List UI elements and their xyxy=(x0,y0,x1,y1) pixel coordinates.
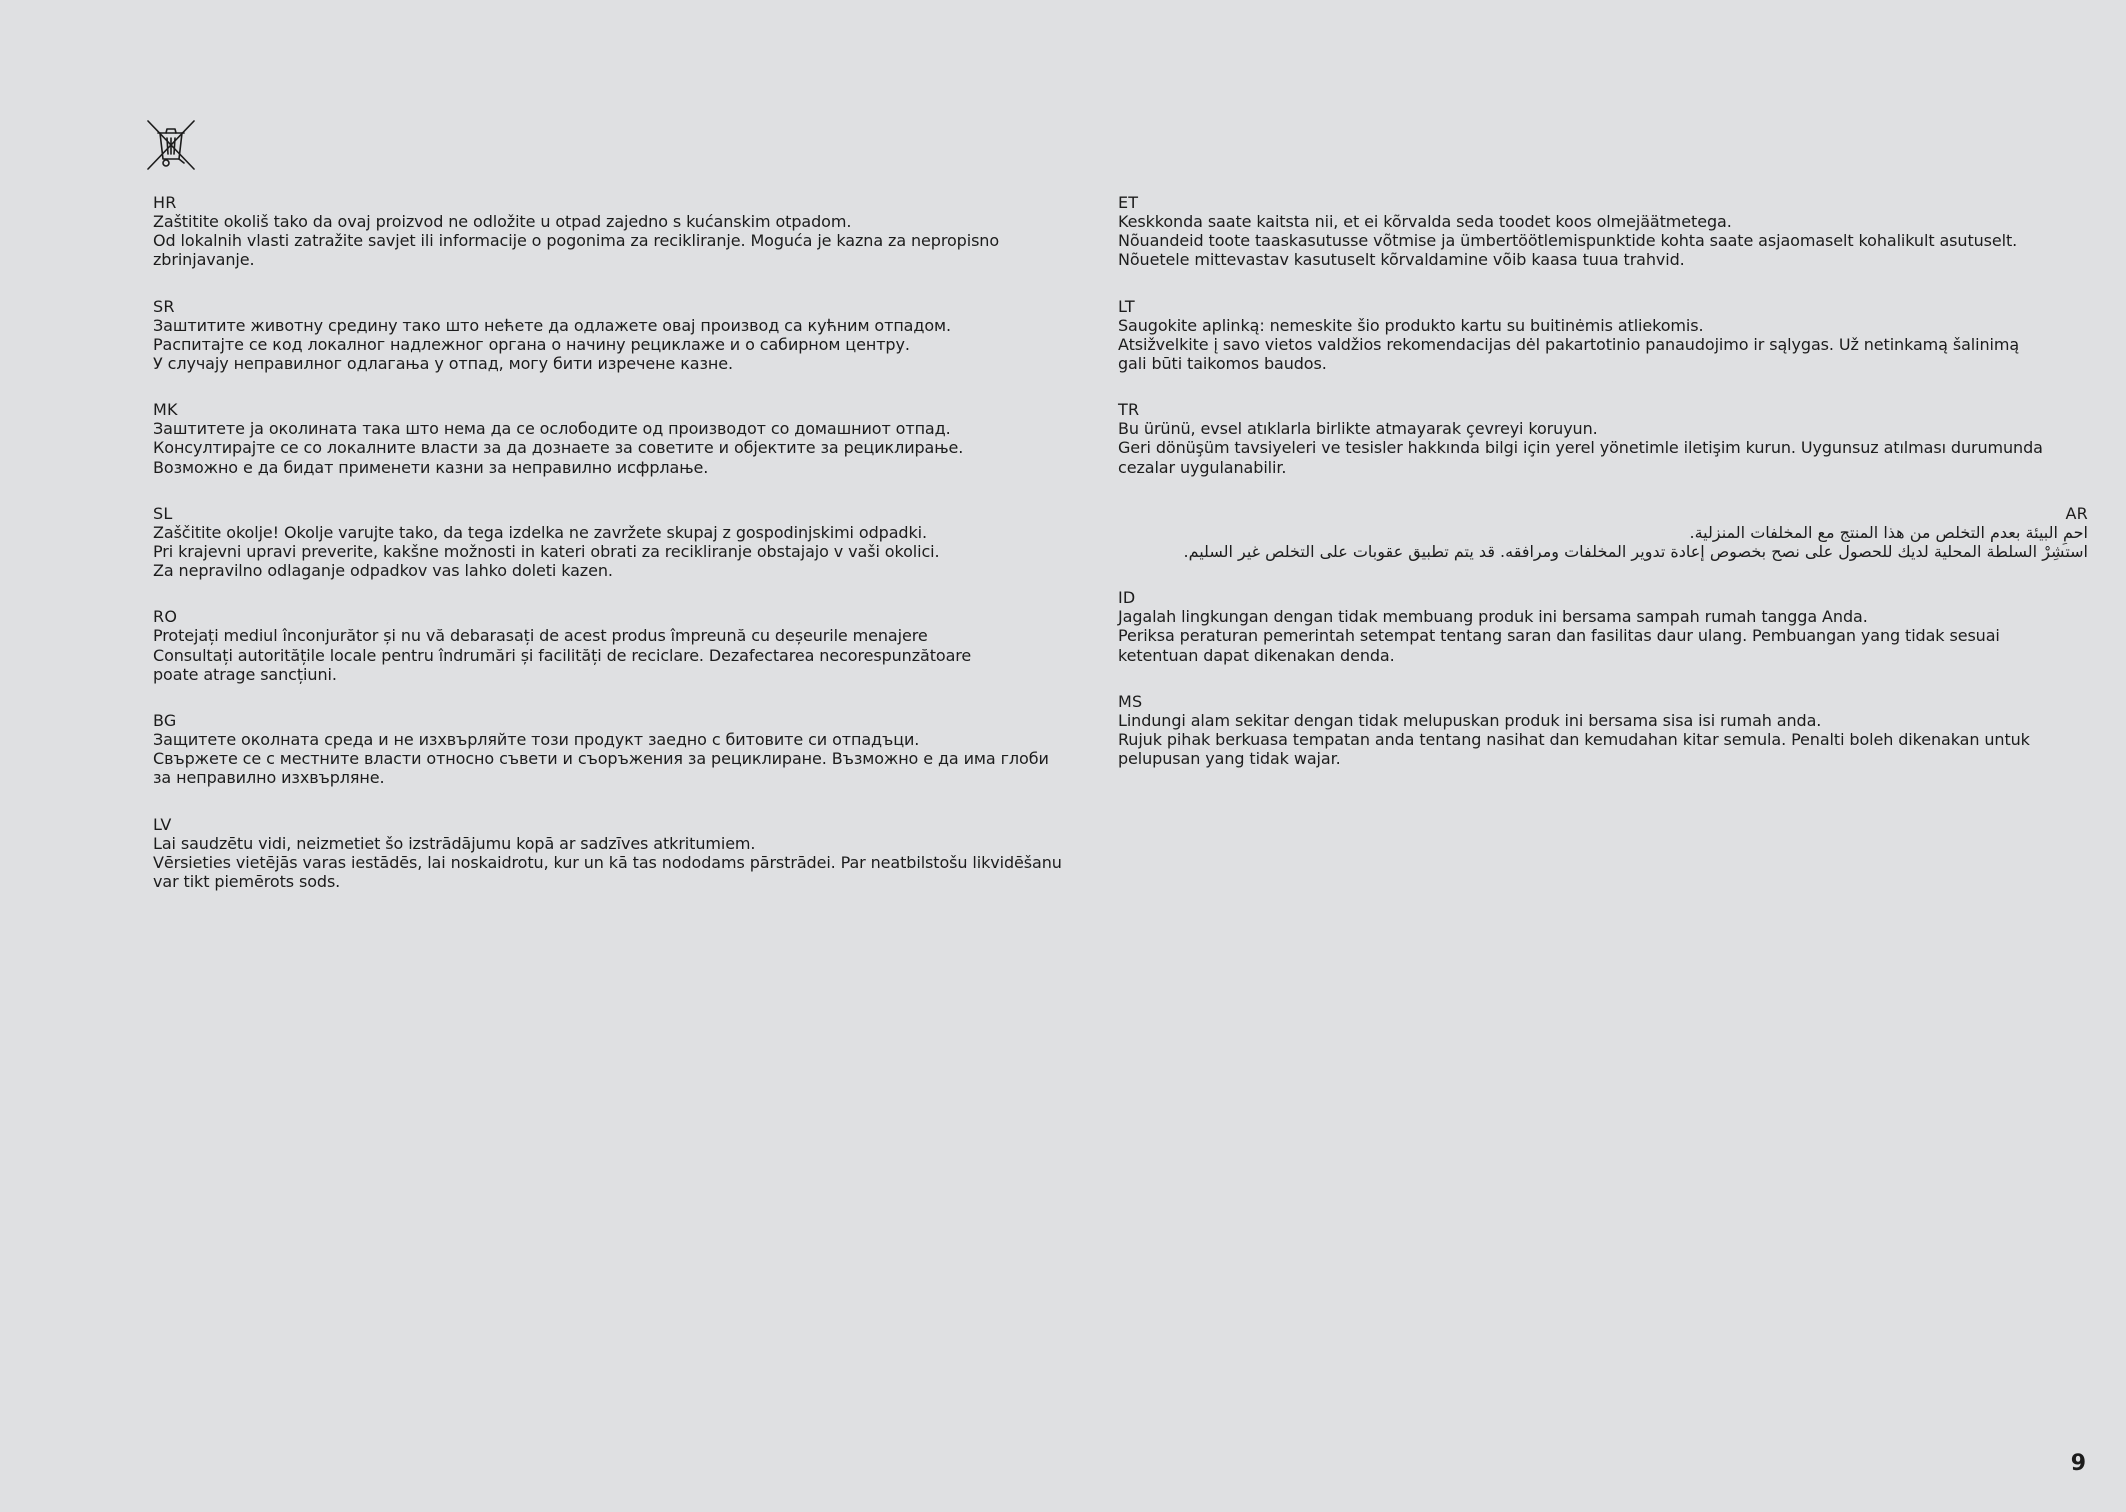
notice-text-line: احمِ البيئة بعدم التخلص من هذا المنتج مع المخلفات المنزلية. xyxy=(1689,522,2088,542)
notice-text-line: var tikt piemērots sods. xyxy=(153,872,341,892)
language-section-ms xyxy=(1118,692,2088,769)
language-code: MK xyxy=(153,400,178,420)
language-code: MS xyxy=(1118,691,1143,711)
language-section-ro xyxy=(153,607,1093,684)
language-section-ar xyxy=(1118,504,2088,561)
language-code: SL xyxy=(153,503,173,523)
notice-text-line: Свържете се с местните власти относно съвети и съоръжения за рециклиране. Възможно е да има глоби xyxy=(153,749,1049,769)
notice-text-line: cezalar uygulanabilir. xyxy=(1118,457,1287,477)
language-section-id xyxy=(1118,588,2088,665)
language-code: BG xyxy=(153,711,177,731)
language-code: RO xyxy=(153,607,178,627)
notice-text-line: Lindungi alam sekitar dengan tidak melupuskan produk ini bersama sisa isi rumah anda. xyxy=(1118,710,1822,730)
notice-text-line: Periksa peraturan pemerintah setempat tentang saran dan fasilitas daur ulang. Pembuangan yang tidak sesuai xyxy=(1118,626,2000,646)
language-code: LV xyxy=(153,814,172,834)
notice-text-line: Zaštitite okoliš tako da ovaj proizvod ne odložite u otpad zajedno s kućanskim otpadom. xyxy=(153,212,852,231)
notice-text-line: gali būti taikomos baudos. xyxy=(1118,354,1327,374)
language-section-lt xyxy=(1118,297,2088,374)
crossed-out-wheelie-bin-icon xyxy=(146,119,196,171)
language-code: TR xyxy=(1118,400,1140,420)
notice-text-line: zbrinjavanje. xyxy=(153,250,255,270)
notice-text-line: Bu ürünü, evsel atıklarla birlikte atmayarak çevreyi koruyun. xyxy=(1118,419,1598,439)
notice-text-line: Vērsieties vietējās varas iestādēs, lai noskaidrotu, kur un kā tas nododams pārstrādei. Par neatbilstošu likvidēšanu xyxy=(153,852,1062,872)
language-section-mk xyxy=(153,400,1093,477)
notice-text-line: pelupusan yang tidak wajar. xyxy=(1118,749,1341,769)
language-code: HR xyxy=(153,193,177,212)
notice-text-line: Nõuetele mittevastav kasutuselt kõrvaldamine võib kaasa tuua trahvid. xyxy=(1118,250,1685,270)
notice-text-line: Od lokalnih vlasti zatražite savjet ili informacije o pogonima za recikliranje. Moguća je kazna za nepropisno xyxy=(153,231,1000,251)
notice-text-line: Pri krajevni upravi preverite, kakšne možnosti in kateri obrati za recikliranje obstajajo v vaši okolici. xyxy=(153,542,940,562)
notice-text-line: Protejați mediul înconjurător și nu vă debarasați de acest produs împreună cu deșeurile menajere xyxy=(153,626,928,646)
language-code: ET xyxy=(1118,193,1139,212)
notice-text-line: Atsižvelkite į savo vietos valdžios rekomendacijas dėl pakartotinio panaudojimo ir sąlygas. Už netinkamą šalinimą xyxy=(1118,334,2020,354)
language-section-sl xyxy=(153,504,1093,581)
right-column xyxy=(1118,193,2088,795)
notice-text-line: Geri dönüşüm tavsiyeleri ve tesisler hakkında bilgi için yerel yönetimle iletişim kurun. Uygunsuz atılması durumunda xyxy=(1118,438,2043,458)
language-section-bg xyxy=(153,711,1093,788)
notice-text-line: Nõuandeid toote taaskasutusse võtmise ja ümbertöötlemispunktide kohta saate asjaomaselt kohalikult asutuselt. xyxy=(1118,231,2018,251)
left-column xyxy=(153,193,1093,918)
language-section-hr xyxy=(153,193,1093,270)
language-section-sr xyxy=(153,297,1093,374)
notice-text-line: Zaščitite okolje! Okolje varujte tako, da tega izdelka ne zavržete skupaj z gospodinjskimi odpadki. xyxy=(153,522,927,542)
notice-text-line: Keskkonda saate kaitsta nii, et ei kõrvalda seda toodet koos olmejäätmetega. xyxy=(1118,212,1732,231)
notice-text-line: Защитете околната среда и не изхвърляйте този продукт заедно с битовите си отпадъци. xyxy=(153,730,920,750)
language-section-et xyxy=(1118,193,2088,270)
notice-text-line: Заштитите животну средину тако што нећете да одлажете овај производ са кућним отпадом. xyxy=(153,315,951,335)
notice-text-line: استشِرْ السلطة المحلية لديك للحصول على نصح بخصوص إعادة تدوير المخلفات ومرافقه. قد يتم تطبيق عقوبات على التخلص غير السليم. xyxy=(1183,542,2088,562)
notice-text-line: У случају неправилног одлагања у отпад, могу бити изречене казне. xyxy=(153,354,733,374)
language-code: AR xyxy=(2065,503,2088,523)
notice-text-line: Заштитете ја околината така што нема да се ослободите од производот со домашниот отпад. xyxy=(153,419,951,439)
notice-text-line: Распитајте се код локалног надлежног органа о начину рециклаже и о сабирном центру. xyxy=(153,334,910,354)
language-code: SR xyxy=(153,296,175,316)
notice-text-line: ketentuan dapat dikenakan denda. xyxy=(1118,645,1395,665)
language-section-lv xyxy=(153,815,1093,892)
notice-text-line: Za nepravilno odlaganje odpadkov vas lahko doleti kazen. xyxy=(153,561,613,581)
language-code: ID xyxy=(1118,588,1136,608)
notice-text-line: Consultați autoritățile locale pentru îndrumări și facilități de reciclare. Dezafectarea necorespunzătoare xyxy=(153,645,972,665)
notice-text-line: poate atrage sancțiuni. xyxy=(153,664,337,684)
notice-text-line: Возможно е да бидат применети казни за неправилно исфрлање. xyxy=(153,457,709,477)
notice-text-line: Jagalah lingkungan dengan tidak membuang produk ini bersama sampah rumah tangga Anda. xyxy=(1118,607,1868,627)
language-code: LT xyxy=(1118,296,1135,316)
notice-text-line: за неправилно изхвърляне. xyxy=(153,768,385,788)
language-section-tr xyxy=(1118,400,2088,477)
notice-text-line: Консултирајте се со локалните власти за да дознаете за советите и објектите за рециклирање. xyxy=(153,438,964,458)
notice-text-line: Saugokite aplinką: nemeskite šio produkto kartu su buitinėmis atliekomis. xyxy=(1118,315,1704,335)
notice-text-line: Rujuk pihak berkuasa tempatan anda tentang nasihat dan kemudahan kitar semula. Penalti boleh dikenakan untuk xyxy=(1118,730,2030,750)
notice-text-line: Lai saudzētu vidi, neizmetiet šo izstrādājumu kopā ar sadzīves atkritumiem. xyxy=(153,833,756,853)
page-number: 9 xyxy=(2070,1451,2086,1476)
